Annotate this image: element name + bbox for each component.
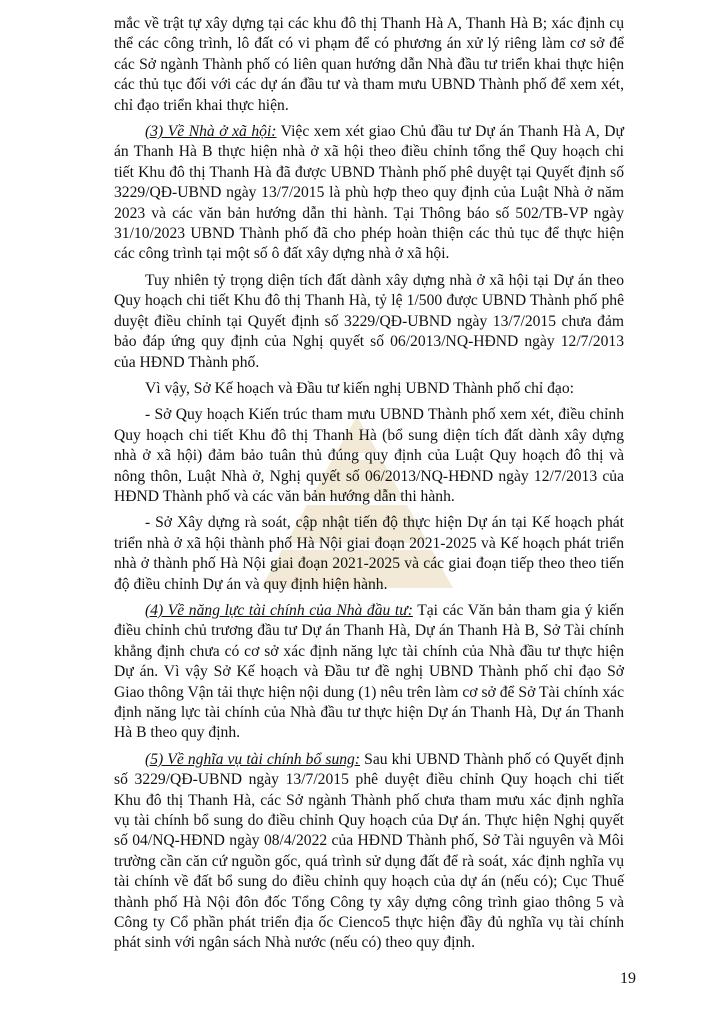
paragraph-financial-obligation — [114, 750, 624, 954]
paragraph-text: Vì vậy, Sở Kế hoạch và Đầu tư kiến nghị UBND Thành phố chỉ đạo: — [145, 379, 574, 397]
document-body — [114, 14, 624, 960]
paragraph-text: mắc về trật tự xây dựng tại các khu đô thị Thanh Hà A, Thanh Hà B; xác định cụ thể các công trình, lô đất có vi phạm để có phương án xử lý riêng làm cơ sở để các Sở ngành Thành phố có liên quan hướng dẫn Nhà đầu tư triển khai thực hiện các thủ tục đối với các dự án đầu tư và tham mưu UBND Thành phố để xem xét, chỉ đạo triển khai thực hiện. — [114, 15, 624, 114]
page-number: 19 — [620, 970, 636, 987]
section-heading: (5) Về nghĩa vụ tài chính bổ sung: — [145, 750, 361, 768]
paragraph-continuation — [114, 14, 624, 116]
paragraph-financial-capacity — [114, 601, 624, 744]
paragraph-social-housing — [114, 122, 624, 265]
paragraph-recommendation — [114, 379, 624, 399]
list-item-planning — [114, 405, 624, 507]
paragraph-text: Tuy nhiên tỷ trọng diện tích đất dành xây dựng nhà ở xã hội tại Dự án theo Quy hoạch chi tiết Khu đô thị Thanh Hà, tỷ lệ 1/500 được UBND Thành phố phê duyệt điều chỉnh tại Quyết định số 3229/QĐ-UBND ngày 13/7/2015 chưa đảm bảo đáp ứng quy định của Nghị quyết số 06/2013/NQ-HĐND ngày 12/7/2013 của HĐND Thành phố. — [114, 271, 624, 371]
section-heading: (4) Về năng lực tài chính của Nhà đầu tư: — [145, 601, 413, 619]
paragraph-text: Tại các Văn bản tham gia ý kiến điều chỉnh chủ trương đầu tư Dự án Thanh Hà, Dự án Thanh Hà B, Sở Tài chính khẳng định chưa có cơ sở xác định năng lực tài chính của Nhà đầu tư thực hiện Dự án. Vì vậy Sở Kế hoạch và Đầu tư đề nghị UBND Thành phố chỉ đạo Sở Giao thông Vận tải thực hiện nội dung (1) nêu trên làm cơ sở để Sở Tài chính xác định năng lực tài chính của Nhà đầu tư thực hiện Dự án Thanh Hà, Dự án Thanh Hà B theo quy định. — [114, 601, 624, 742]
section-heading: (3) Về Nhà ở xã hội: — [145, 123, 277, 141]
paragraph-text: - Sở Quy hoạch Kiến trúc tham mưu UBND Thành phố xem xét, điều chỉnh Quy hoạch chi tiết Khu đô thị Thanh Hà (bổ sung diện tích đất dành xây dựng nhà ở xã hội) đảm bảo tuân thủ đúng quy định của Luật Quy hoạch đô thị và nông thôn, Luật Nhà ở, Nghị quyết số 06/2013/NQ-HĐND ngày 12/7/2013 của HĐND Thành phố và các văn bản hướng dẫn thi hành. — [114, 406, 624, 505]
paragraph-text: - Sở Xây dựng rà soát, cập nhật tiến độ thực hiện Dự án tại Kế hoạch phát triển nhà ở xã hội thành phố Hà Nội giai đoạn 2021-2025 và Kế hoạch phát triển nhà ở thành phố Hà Nội giai đoạn 2021-2025 và các giai đoạn tiếp theo theo tiến độ điều chỉnh Dự án và quy định hiện hành. — [114, 514, 624, 593]
paragraph-text: Việc xem xét giao Chủ đầu tư Dự án Thanh Hà A, Dự án Thanh Hà B thực hiện nhà ở xã hội theo điều chỉnh tổng thể Quy hoạch chi tiết Khu đô thị Thanh Hà đã được UBND Thành phố phê duyệt tại Quyết định số 3229/QĐ-UBND ngày 13/7/2015 là phù hợp theo quy định của Luật Nhà ở năm 2023 và các văn bản hướng dẫn thi hành. Tại Thông báo số 502/TB-VP ngày 31/10/2023 UBND Thành phố đã cho phép hoàn thiện các thủ tục để thực hiện các công trình tại một số ô đất xây dựng nhà ở xã hội. — [114, 123, 624, 263]
paragraph-land-ratio — [114, 271, 624, 373]
list-item-construction — [114, 513, 624, 595]
paragraph-text: Sau khi UBND Thành phố có Quyết định số 3229/QĐ-UBND ngày 13/7/2015 phê duyệt điều chỉnh Quy hoạch chi tiết Khu đô thị Thanh Hà, các Sở ngành Thành phố chưa tham mưu xác định nghĩa vụ tài chính bổ sung do điều chỉnh Quy hoạch của Dự án. Thực hiện Nghị quyết số 04/NQ-HĐND ngày 08/4/2022 của HĐND Thành phố, Sở Tài nguyên và Môi trường cần căn cứ nguồn gốc, quá trình sử dụng đất để rà soát, xác định nghĩa vụ tài chính về đất bổ sung do điều chỉnh quy hoạch của dự án (nếu có); Cục Thuế thành phố Hà Nội đôn đốc Tổng Công ty xây dựng công trình giao thông 5 và Công ty Cổ phần phát triển địa ốc Cienco5 thực hiện đầy đủ nghĩa vụ tài chính phát sinh với ngân sách Nhà nước (nếu có) theo quy định. — [114, 750, 624, 952]
